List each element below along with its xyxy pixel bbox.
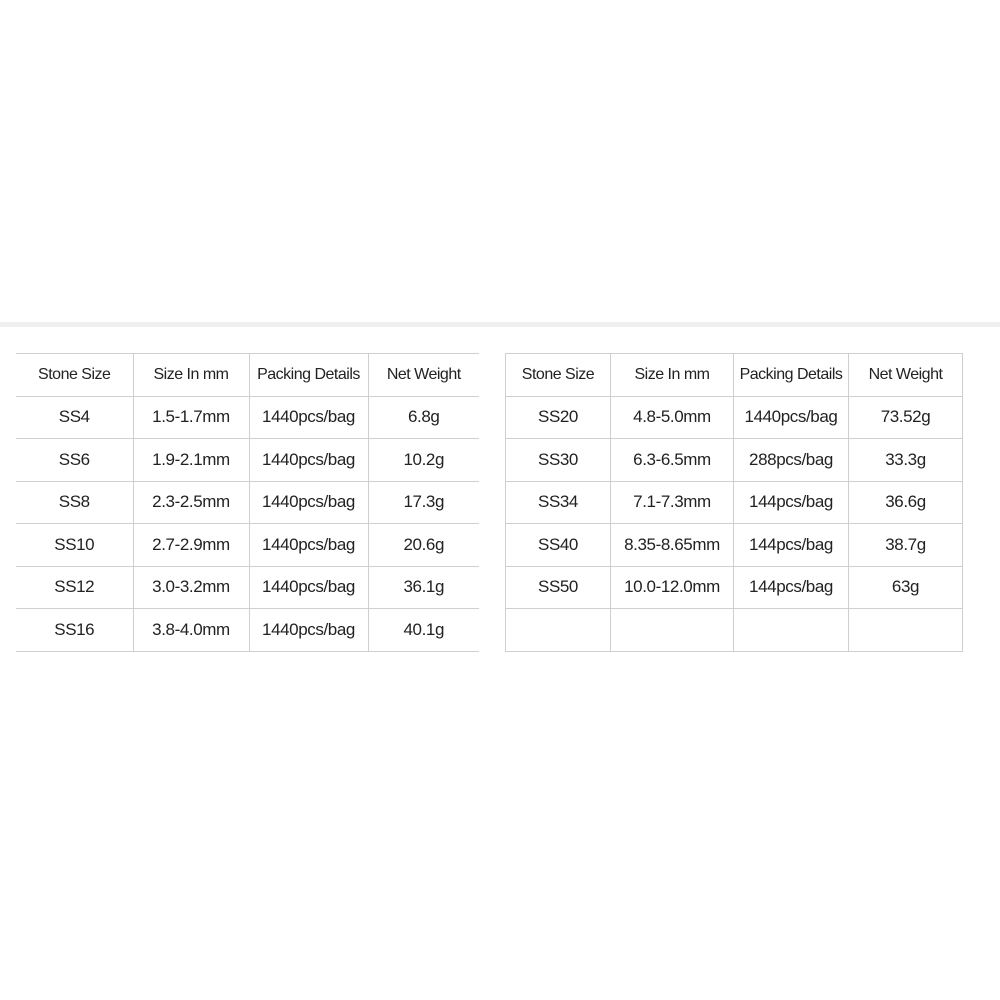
- cell-packing: 144pcs/bag: [734, 524, 849, 567]
- cell-size-mm: 3.0-3.2mm: [133, 566, 249, 609]
- cell-packing: 144pcs/bag: [734, 481, 849, 524]
- table-header-row: [506, 354, 963, 397]
- cell-size-mm: 6.3-6.5mm: [611, 439, 734, 482]
- cell-net-weight: 17.3g: [368, 481, 479, 524]
- cell-net-weight: 36.6g: [849, 481, 963, 524]
- cell-packing: 1440pcs/bag: [249, 609, 368, 652]
- table-row: [16, 439, 479, 482]
- table-row: [506, 524, 963, 567]
- cell-net-weight: 20.6g: [368, 524, 479, 567]
- table-row: [16, 396, 479, 439]
- cell-net-weight: 38.7g: [849, 524, 963, 567]
- cell-packing: 1440pcs/bag: [734, 396, 849, 439]
- header-stone-size: Stone Size: [506, 354, 611, 397]
- table-row: [16, 566, 479, 609]
- cell-packing: 1440pcs/bag: [249, 481, 368, 524]
- cell-stone-size: SS4: [16, 396, 133, 439]
- cell-packing: 144pcs/bag: [734, 566, 849, 609]
- cell-packing: 1440pcs/bag: [249, 566, 368, 609]
- cell-size-mm: 1.9-2.1mm: [133, 439, 249, 482]
- cell-stone-size: [506, 609, 611, 652]
- cell-stone-size: SS20: [506, 396, 611, 439]
- cell-stone-size: SS40: [506, 524, 611, 567]
- table-row: [506, 566, 963, 609]
- table-row: [16, 481, 479, 524]
- cell-stone-size: SS8: [16, 481, 133, 524]
- cell-size-mm: 3.8-4.0mm: [133, 609, 249, 652]
- table-row: [16, 609, 479, 652]
- cell-packing: 1440pcs/bag: [249, 439, 368, 482]
- size-table-right: [505, 353, 963, 652]
- size-table-left: [16, 353, 479, 652]
- cell-net-weight: [849, 609, 963, 652]
- cell-net-weight: 73.52g: [849, 396, 963, 439]
- cell-packing: 1440pcs/bag: [249, 396, 368, 439]
- table-row: [506, 481, 963, 524]
- header-net-weight: Net Weight: [368, 354, 479, 397]
- cell-packing: 1440pcs/bag: [249, 524, 368, 567]
- cell-size-mm: [611, 609, 734, 652]
- cell-size-mm: 2.7-2.9mm: [133, 524, 249, 567]
- table-row: [16, 524, 479, 567]
- cell-net-weight: 36.1g: [368, 566, 479, 609]
- header-net-weight: Net Weight: [849, 354, 963, 397]
- table-row-empty: [506, 609, 963, 652]
- cell-stone-size: SS34: [506, 481, 611, 524]
- cell-stone-size: SS6: [16, 439, 133, 482]
- table-header-row: [16, 354, 479, 397]
- cell-size-mm: 7.1-7.3mm: [611, 481, 734, 524]
- divider-band: [0, 322, 1000, 327]
- cell-net-weight: 6.8g: [368, 396, 479, 439]
- cell-stone-size: SS12: [16, 566, 133, 609]
- cell-size-mm: 4.8-5.0mm: [611, 396, 734, 439]
- header-size-in-mm: Size In mm: [611, 354, 734, 397]
- cell-size-mm: 8.35-8.65mm: [611, 524, 734, 567]
- header-stone-size: Stone Size: [16, 354, 133, 397]
- cell-stone-size: SS50: [506, 566, 611, 609]
- cell-stone-size: SS30: [506, 439, 611, 482]
- cell-size-mm: 1.5-1.7mm: [133, 396, 249, 439]
- header-packing-details: Packing Details: [249, 354, 368, 397]
- cell-net-weight: 10.2g: [368, 439, 479, 482]
- cell-size-mm: 10.0-12.0mm: [611, 566, 734, 609]
- header-size-in-mm: Size In mm: [133, 354, 249, 397]
- cell-net-weight: 33.3g: [849, 439, 963, 482]
- cell-net-weight: 63g: [849, 566, 963, 609]
- cell-packing: 288pcs/bag: [734, 439, 849, 482]
- header-packing-details: Packing Details: [734, 354, 849, 397]
- cell-stone-size: SS10: [16, 524, 133, 567]
- cell-packing: [734, 609, 849, 652]
- cell-stone-size: SS16: [16, 609, 133, 652]
- table-row: [506, 396, 963, 439]
- cell-size-mm: 2.3-2.5mm: [133, 481, 249, 524]
- cell-net-weight: 40.1g: [368, 609, 479, 652]
- table-row: [506, 439, 963, 482]
